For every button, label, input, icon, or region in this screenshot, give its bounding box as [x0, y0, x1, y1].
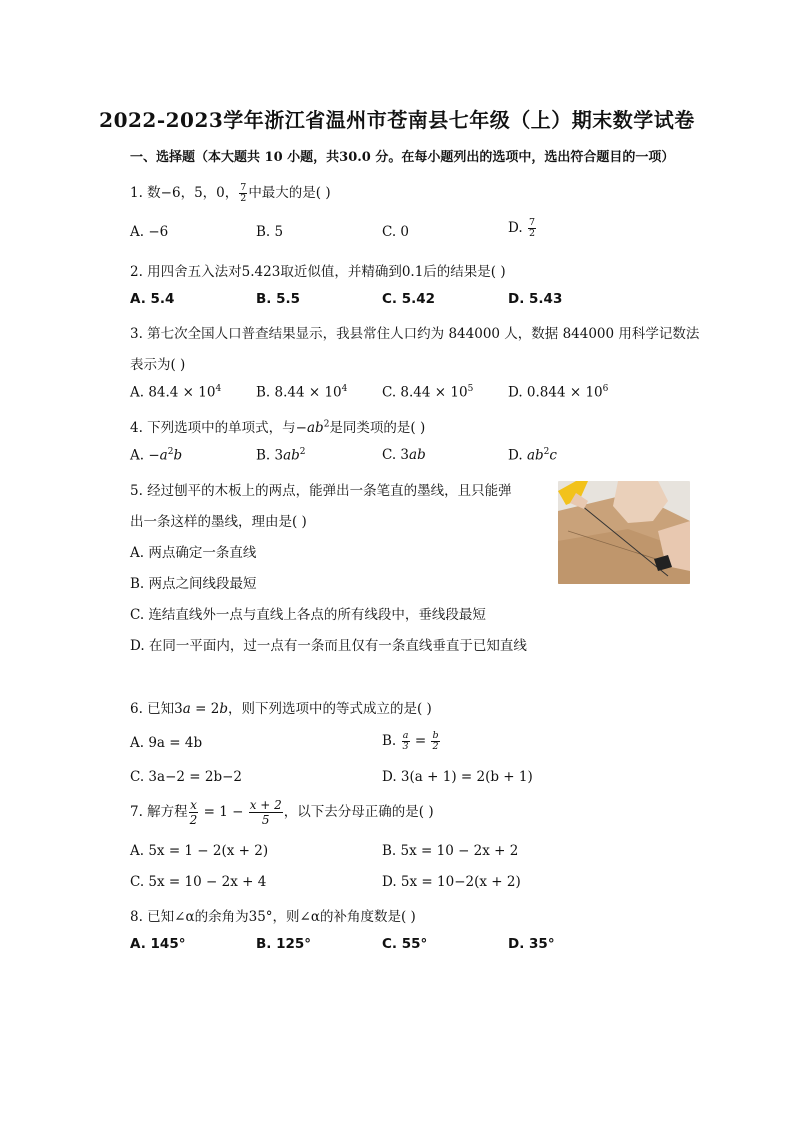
q1-option-c[interactable]: C. 0 — [382, 224, 410, 240]
question-8: 8. 已知∠α的余角为35°，则∠α的补角度数是( ) — [130, 909, 416, 925]
q8-option-c[interactable]: C. 55° — [382, 936, 428, 952]
q2-option-c[interactable]: C. 5.42 — [382, 291, 436, 307]
q1-option-b[interactable]: B. 5 — [256, 224, 284, 240]
woodworking-photo — [558, 481, 690, 584]
q6-option-a[interactable]: A. 9a = 4b — [130, 735, 203, 751]
q6-option-b[interactable]: B. $\frac{a}{3}$ = $\frac{b}{2}$ — [382, 730, 439, 752]
q7-option-b[interactable]: B. 5x = 10 − 2x + 2 — [382, 843, 519, 859]
question-7: 7. 解方程 $\frac{x}{2}$ = 1 − $\frac{x + 2}{5}$ ，以下去分母正确的是( ) — [130, 798, 434, 827]
question-1: 1. 数−6，5，0， $\frac{7}{2}$ 中最大的是( ) — [130, 182, 331, 204]
q5-option-a[interactable]: A. 两点确定一条直线 — [130, 545, 257, 561]
q4-option-a[interactable]: A. $-a^2b$ — [130, 447, 183, 464]
q6-option-d[interactable]: D. 3(a + 1) = 2(b + 1) — [382, 769, 533, 785]
q6-option-c[interactable]: C. 3a−2 = 2b−2 — [130, 769, 242, 785]
q1-option-a[interactable]: A. −6 — [130, 224, 169, 240]
question-2: 2. 用四舍五入法对5.423取近似值，并精确到0.1后的结果是( ) — [130, 264, 506, 280]
woodworking-photo-illustration — [558, 481, 690, 584]
fraction: $\frac{7}{2}$ — [240, 182, 247, 204]
q7-option-d[interactable]: D. 5x = 10−2(x + 2) — [382, 874, 521, 890]
section-heading: 一、选择题（本大题共 10 小题，共30.0 分。在每小题列出的选项中，选出符合题目的一项） — [130, 150, 675, 165]
q3-option-b[interactable]: B. $8.44 \times 10^4$ — [256, 384, 348, 401]
q8-option-a[interactable]: A. 145° — [130, 936, 186, 952]
q7-option-c[interactable]: C. 5x = 10 − 2x + 4 — [130, 874, 267, 890]
q3-option-d[interactable]: D. $0.844 \times 10^6$ — [508, 384, 609, 401]
q7-option-a[interactable]: A. 5x = 1 − 2(x + 2) — [130, 843, 269, 859]
q5-option-c[interactable]: C. 连结直线外一点与直线上各点的所有线段中，垂线段最短 — [130, 607, 486, 623]
q4-option-c[interactable]: C. 3ab — [382, 447, 426, 463]
page-title: 2022-2023学年浙江省温州市苍南县七年级（上）期末数学试卷 — [99, 108, 695, 132]
question-3-line-2: 表示为( ) — [130, 357, 186, 373]
q5-option-b[interactable]: B. 两点之间线段最短 — [130, 576, 257, 592]
q3-option-c[interactable]: C. $8.44 \times 10^5$ — [382, 384, 474, 401]
q2-option-d[interactable]: D. 5.43 — [508, 291, 563, 307]
q4-option-d[interactable]: D. $ab^2c$ — [508, 447, 557, 464]
q3-option-a[interactable]: A. $84.4 \times 10^4$ — [130, 384, 222, 401]
q8-option-d[interactable]: D. 35° — [508, 936, 555, 952]
question-4: 4. 下列选项中的单项式，与$-ab^2$是同类项的是( ) — [130, 419, 426, 436]
q4-option-b[interactable]: B. $3ab^2$ — [256, 447, 306, 464]
q8-option-b[interactable]: B. 125° — [256, 936, 312, 952]
q2-option-b[interactable]: B. 5.5 — [256, 291, 301, 307]
q2-option-a[interactable]: A. 5.4 — [130, 291, 175, 307]
question-5-line-1: 5. 经过刨平的木板上的两点，能弹出一条笔直的墨线，且只能弹 — [130, 483, 512, 499]
question-5-line-2: 出一条这样的墨线，理由是( ) — [130, 514, 307, 530]
question-6: 6. 已知3a = 2b，则下列选项中的等式成立的是( ) — [130, 701, 432, 717]
question-3-line-1: 3. 第七次全国人口普查结果显示，我县常住人口约为 844000 人，数据 844000 用科学记数法 — [130, 326, 700, 342]
q1-option-d[interactable]: D. $\frac{7}{2}$ — [508, 217, 535, 239]
q5-option-d[interactable]: D. 在同一平面内，过一点有一条而且仅有一条直线垂直于已知直线 — [130, 638, 527, 654]
